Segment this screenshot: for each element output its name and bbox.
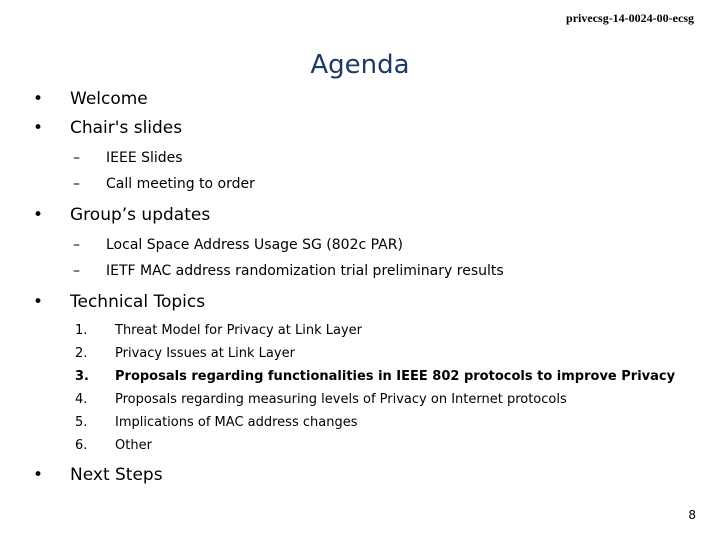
topic-number: 5. bbox=[75, 415, 88, 430]
sub-item-label: Call meeting to order bbox=[106, 176, 255, 192]
topic-label: Threat Model for Privacy at Link Layer bbox=[115, 323, 362, 338]
agenda-item-label: Group’s updates bbox=[70, 205, 211, 225]
slide-title bbox=[0, 50, 720, 80]
dash-icon: – bbox=[73, 263, 80, 279]
sub-item-label: Local Space Address Usage SG (802c PAR) bbox=[106, 237, 403, 253]
agenda-item-next-steps bbox=[33, 461, 713, 490]
topic-number: 1. bbox=[75, 323, 88, 338]
dash-icon: – bbox=[73, 237, 80, 253]
agenda-item-group-updates bbox=[33, 201, 713, 230]
agenda-item-technical-topics bbox=[33, 288, 713, 317]
technical-topics-list bbox=[33, 319, 713, 457]
sub-item bbox=[33, 171, 713, 197]
sub-item-label: IEEE Slides bbox=[106, 150, 183, 166]
agenda-item-label: Welcome bbox=[70, 89, 148, 109]
topic-label: Implications of MAC address changes bbox=[115, 415, 358, 430]
bullet-icon: • bbox=[33, 89, 44, 109]
topic-item bbox=[33, 411, 713, 434]
topic-item bbox=[33, 365, 713, 388]
group-updates-sublist bbox=[33, 232, 713, 284]
bullet-icon: • bbox=[33, 205, 44, 225]
bullet-icon: • bbox=[33, 118, 44, 138]
dash-icon: – bbox=[73, 150, 80, 166]
topic-number: 4. bbox=[75, 392, 88, 407]
agenda-item-chairs-slides bbox=[33, 114, 713, 143]
agenda-item-label: Next Steps bbox=[70, 465, 163, 485]
sub-item-label: IETF MAC address randomization trial preliminary results bbox=[106, 263, 504, 279]
topic-label: Proposals regarding functionalities in IEEE 802 protocols to improve Privacy bbox=[115, 369, 676, 384]
sub-item bbox=[33, 232, 713, 258]
agenda-list bbox=[33, 85, 713, 490]
chairs-sublist bbox=[33, 145, 713, 197]
agenda-item-label: Chair's slides bbox=[70, 118, 183, 138]
agenda-item-label: Technical Topics bbox=[70, 292, 206, 312]
bullet-icon: • bbox=[33, 465, 44, 485]
topic-number: 3. bbox=[75, 369, 89, 384]
agenda-item-welcome bbox=[33, 85, 713, 114]
document-id: privecsg-14-0024-00-ecsg bbox=[566, 11, 694, 25]
topic-item bbox=[33, 434, 713, 457]
topic-label: Proposals regarding measuring levels of Privacy on Internet protocols bbox=[115, 392, 567, 407]
sub-item bbox=[33, 258, 713, 284]
topic-label: Other bbox=[115, 438, 152, 453]
topic-item bbox=[33, 319, 713, 342]
topic-number: 6. bbox=[75, 438, 88, 453]
topic-number: 2. bbox=[75, 346, 88, 361]
topic-item bbox=[33, 388, 713, 411]
slide-title-text: Agenda bbox=[310, 50, 410, 80]
dash-icon: – bbox=[73, 176, 80, 192]
topic-label: Privacy Issues at Link Layer bbox=[115, 346, 295, 361]
sub-item bbox=[33, 145, 713, 171]
bullet-icon: • bbox=[33, 292, 44, 312]
page-number: 8 bbox=[688, 508, 696, 522]
topic-item bbox=[33, 342, 713, 365]
